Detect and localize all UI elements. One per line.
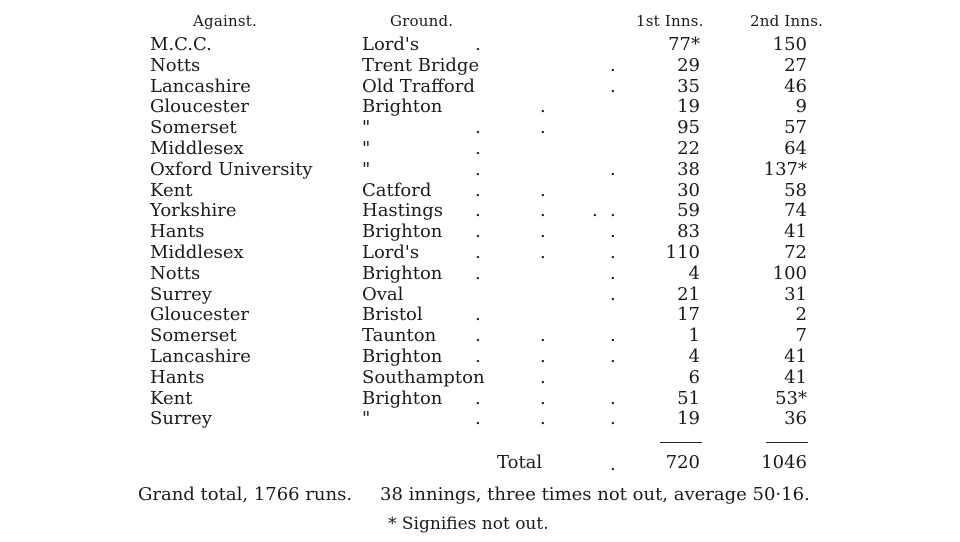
table-row [0, 201, 960, 222]
cell-first-innings: 19 [677, 408, 700, 430]
leader-dot: . [475, 304, 481, 326]
leader-dot: . [475, 179, 481, 201]
cell-ground: Lord's [362, 241, 420, 263]
table-row [0, 243, 960, 264]
cell-ground: " [362, 408, 371, 430]
cell-ground: " [362, 137, 371, 159]
leader-dots [470, 368, 630, 389]
cell-against: Surrey [150, 408, 212, 430]
cell-first-innings: 95 [677, 117, 700, 139]
leader-dot: . [540, 221, 546, 243]
leader-dot: . [540, 345, 546, 367]
cell-second-innings: 150 [772, 34, 807, 55]
total-leader-dot: . [610, 454, 616, 475]
table-row [0, 97, 960, 118]
cell-second-innings: 53* [775, 387, 807, 409]
cell-first-innings: 21 [677, 283, 700, 305]
cell-first-innings: 38 [677, 158, 700, 180]
cell-second-innings: 74 [784, 200, 807, 222]
leader-dots [470, 201, 630, 222]
leader-dot: . [475, 345, 481, 367]
table-row [0, 181, 960, 202]
header-second-innings: 2nd Inns. [750, 12, 824, 30]
cell-against: Hants [150, 366, 205, 388]
cell-first-innings: 59 [677, 200, 700, 222]
leader-dots [470, 409, 630, 430]
leader-dots [470, 77, 630, 98]
cell-ground: Taunton [362, 325, 437, 347]
leader-dots [470, 35, 630, 56]
cell-first-innings: 35 [677, 75, 700, 97]
cell-second-innings: 2 [795, 304, 807, 326]
cell-ground: Catford [362, 179, 432, 201]
cell-second-innings: 36 [784, 408, 807, 430]
cell-ground: Lord's [362, 34, 420, 55]
leader-dot: . [540, 387, 546, 409]
cell-ground: Bristol [362, 304, 423, 326]
leader-dot: . [610, 387, 616, 409]
cell-first-innings: 1 [688, 325, 700, 347]
leader-dot: . [610, 262, 616, 284]
cell-against: Surrey [150, 283, 212, 305]
table-row [0, 368, 960, 389]
leader-dot: . [475, 325, 481, 347]
grand-total-runs: Grand total, 1766 runs. [138, 484, 353, 505]
cell-second-innings: 31 [784, 283, 807, 305]
leader-dots [470, 243, 630, 264]
leader-dot: . [475, 117, 481, 139]
leader-dot: . [610, 221, 616, 243]
cell-second-innings: 41 [784, 221, 807, 243]
cell-against: Middlesex [150, 241, 244, 263]
cell-second-innings: 9 [795, 96, 807, 118]
cell-against: Somerset [150, 325, 237, 347]
leader-dots [470, 56, 630, 77]
total-rule-first [660, 442, 702, 443]
table-row [0, 77, 960, 98]
cell-ground: Old Trafford [362, 75, 475, 97]
cell-second-innings: 41 [784, 366, 807, 388]
leader-dots [470, 347, 630, 368]
table-row [0, 409, 960, 430]
cell-against: Somerset [150, 117, 237, 139]
cell-ground: Brighton [362, 96, 443, 118]
score-table [0, 35, 960, 430]
cell-against: Notts [150, 54, 201, 76]
cell-first-innings: 4 [688, 345, 700, 367]
leader-dot: . [610, 200, 616, 222]
cell-ground: Trent Bridge [362, 54, 480, 76]
leader-dot: . [610, 325, 616, 347]
leader-dots [470, 160, 630, 181]
total-second-innings: 1046 [761, 452, 807, 473]
table-row [0, 326, 960, 347]
cell-second-innings: 7 [795, 325, 807, 347]
header-ground: Ground. [390, 12, 454, 30]
leader-dots [470, 118, 630, 139]
leader-dot: . [610, 75, 616, 97]
cell-first-innings: 17 [677, 304, 700, 326]
cell-against: Oxford University [150, 158, 313, 180]
cell-first-innings: 51 [677, 387, 700, 409]
leader-dot: . [592, 200, 598, 222]
leader-dot: . [610, 408, 616, 430]
table-row [0, 222, 960, 243]
total-label: Total [497, 452, 543, 473]
cell-ground: Brighton [362, 221, 443, 243]
leader-dot: . [475, 158, 481, 180]
leader-dots [470, 305, 630, 326]
cell-ground: Brighton [362, 345, 443, 367]
cell-second-innings: 64 [784, 137, 807, 159]
cell-first-innings: 4 [688, 262, 700, 284]
cell-against: M.C.C. [150, 34, 212, 55]
cell-second-innings: 72 [784, 241, 807, 263]
cell-second-innings: 27 [784, 54, 807, 76]
cell-against: Lancashire [150, 75, 251, 97]
leader-dot: . [610, 241, 616, 263]
leader-dot: . [540, 408, 546, 430]
leader-dot: . [475, 137, 481, 159]
cell-second-innings: 100 [772, 262, 807, 284]
cell-against: Middlesex [150, 137, 244, 159]
footnote: * Signifies not out. [388, 514, 549, 534]
table-row [0, 347, 960, 368]
leader-dots [470, 264, 630, 285]
leader-dot: . [540, 179, 546, 201]
leader-dot: . [540, 241, 546, 263]
cell-ground: Oval [362, 283, 404, 305]
cell-first-innings: 22 [677, 137, 700, 159]
leader-dots [470, 181, 630, 202]
cell-first-innings: 83 [677, 221, 700, 243]
cell-against: Kent [150, 387, 193, 409]
leader-dot: . [540, 117, 546, 139]
cell-ground: " [362, 117, 371, 139]
leader-dot: . [610, 345, 616, 367]
leader-dots [470, 326, 630, 347]
table-row [0, 160, 960, 181]
cell-against: Yorkshire [150, 200, 237, 222]
leader-dot: . [610, 158, 616, 180]
cell-ground: " [362, 158, 371, 180]
cell-first-innings: 6 [688, 366, 700, 388]
cell-first-innings: 29 [677, 54, 700, 76]
cell-first-innings: 30 [677, 179, 700, 201]
grand-total-average: 38 innings, three times not out, average 50·16. [380, 484, 810, 505]
table-row [0, 56, 960, 77]
table-row [0, 35, 960, 56]
cell-ground: Brighton [362, 262, 443, 284]
cell-second-innings: 58 [784, 179, 807, 201]
leader-dot: . [540, 366, 546, 388]
table-row [0, 139, 960, 160]
cell-against: Notts [150, 262, 201, 284]
cell-first-innings: 110 [665, 241, 700, 263]
leader-dot: . [610, 283, 616, 305]
cell-second-innings: 137* [763, 158, 807, 180]
header-against: Against. [193, 12, 257, 30]
total-first-innings: 720 [665, 452, 700, 473]
table-row [0, 285, 960, 306]
cell-against: Gloucester [150, 304, 250, 326]
leader-dots [470, 389, 630, 410]
leader-dot: . [475, 241, 481, 263]
cell-against: Lancashire [150, 345, 251, 367]
leader-dot: . [475, 408, 481, 430]
leader-dots [470, 139, 630, 160]
cell-first-innings: 77* [668, 34, 700, 55]
leader-dot: . [540, 200, 546, 222]
leader-dot: . [475, 387, 481, 409]
cell-ground: Hastings [362, 200, 444, 222]
leader-dots [470, 285, 630, 306]
table-row [0, 389, 960, 410]
header-first-innings: 1st Inns. [636, 12, 704, 30]
cell-second-innings: 41 [784, 345, 807, 367]
cell-ground: Brighton [362, 387, 443, 409]
leader-dot: . [475, 221, 481, 243]
cell-ground: Southampton [362, 366, 485, 388]
leader-dot: . [475, 200, 481, 222]
leader-dot: . [540, 325, 546, 347]
leader-dot: . [540, 96, 546, 118]
cell-against: Gloucester [150, 96, 250, 118]
total-rule-second [766, 442, 808, 443]
table-row [0, 305, 960, 326]
cell-second-innings: 46 [784, 75, 807, 97]
cell-against: Hants [150, 221, 205, 243]
cell-first-innings: 19 [677, 96, 700, 118]
cell-against: Kent [150, 179, 193, 201]
table-row [0, 118, 960, 139]
leader-dots [470, 222, 630, 243]
leader-dot: . [475, 34, 481, 55]
cell-second-innings: 57 [784, 117, 807, 139]
leader-dots [470, 97, 630, 118]
table-row [0, 264, 960, 285]
leader-dot: . [475, 262, 481, 284]
leader-dot: . [610, 54, 616, 76]
